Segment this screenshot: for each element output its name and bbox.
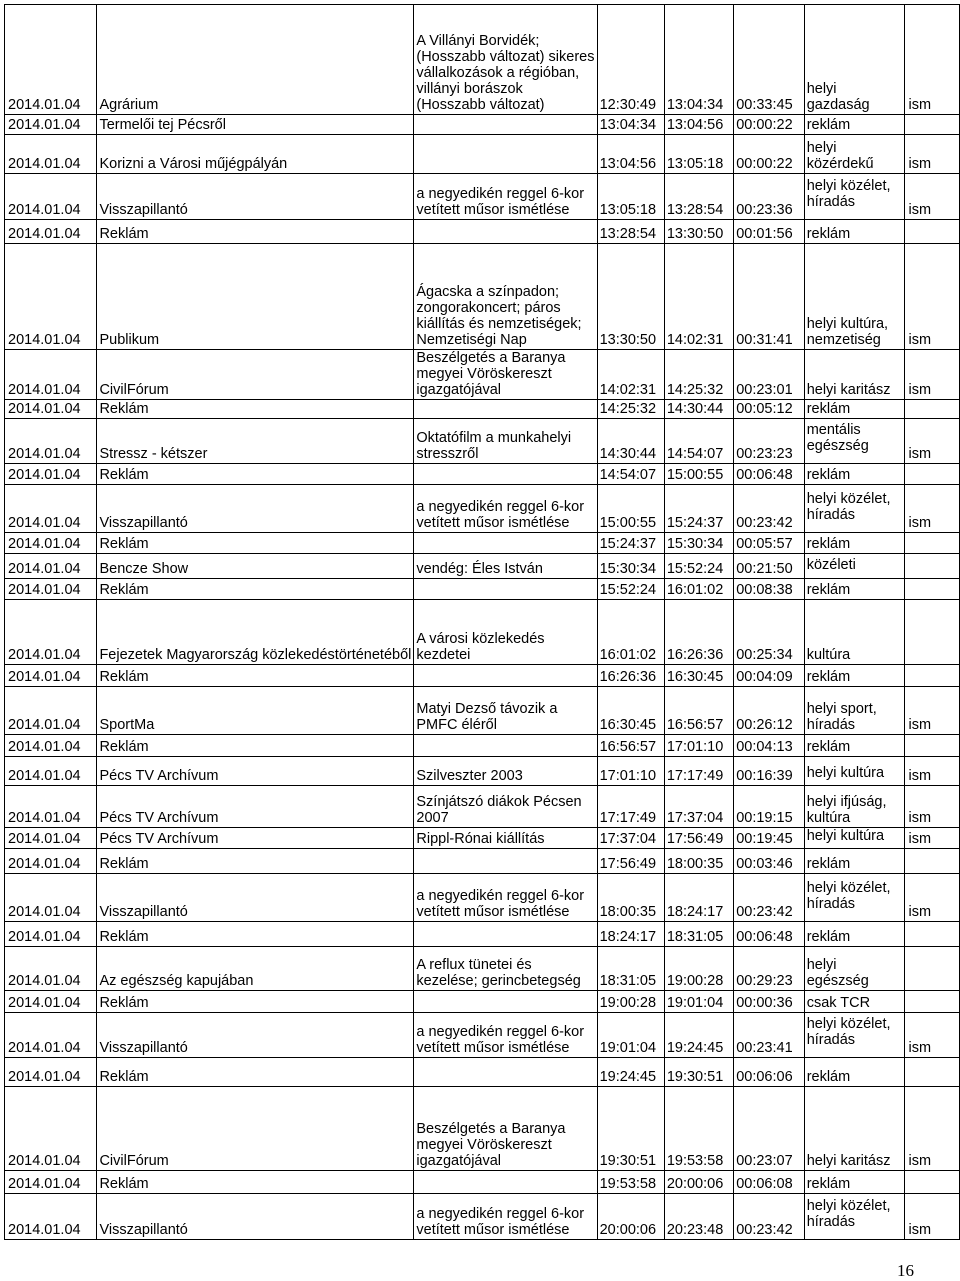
genre-cell: helyi kultúra <box>804 757 904 786</box>
repeat-cell: ism <box>904 874 960 922</box>
description-cell: Szilveszter 2003 <box>414 757 597 786</box>
end-time-cell: 20:00:06 <box>664 1171 733 1194</box>
start-time-cell: 15:00:55 <box>597 485 664 533</box>
start-time-cell: 13:04:56 <box>597 135 664 174</box>
table-row <box>5 922 960 947</box>
programme-cell: Reklám <box>97 464 414 485</box>
programme-cell: Visszapillantó <box>97 874 414 922</box>
repeat-cell: ism <box>904 1013 960 1058</box>
date-cell: 2014.01.04 <box>5 874 97 922</box>
repeat-cell <box>904 849 960 874</box>
genre-cell: helyi gazdaság <box>804 5 904 115</box>
description-cell <box>414 1058 597 1087</box>
date-cell: 2014.01.04 <box>5 135 97 174</box>
end-time-cell: 13:04:34 <box>664 5 733 115</box>
end-time-cell: 13:28:54 <box>664 174 733 220</box>
repeat-cell: ism <box>904 350 960 400</box>
date-cell: 2014.01.04 <box>5 485 97 533</box>
duration-cell: 00:05:57 <box>734 533 804 554</box>
genre-cell: reklám <box>804 849 904 874</box>
start-time-cell: 16:01:02 <box>597 600 664 665</box>
programme-cell: Agrárium <box>97 5 414 115</box>
repeat-cell: ism <box>904 135 960 174</box>
start-time-cell: 18:24:17 <box>597 922 664 947</box>
programme-cell: Reklám <box>97 991 414 1013</box>
programme-cell: Stressz - kétszer <box>97 419 414 464</box>
start-time-cell: 19:00:28 <box>597 991 664 1013</box>
table-row <box>5 5 960 115</box>
programme-cell: Visszapillantó <box>97 1013 414 1058</box>
date-cell: 2014.01.04 <box>5 220 97 244</box>
programme-cell: Reklám <box>97 735 414 757</box>
duration-cell: 00:06:48 <box>734 464 804 485</box>
date-cell: 2014.01.04 <box>5 1194 97 1240</box>
description-cell: a negyedikén reggel 6-kor vetített műsor ismétlése <box>414 1194 597 1240</box>
genre-cell: helyi közélet, híradás <box>804 174 904 220</box>
end-time-cell: 20:23:48 <box>664 1194 733 1240</box>
date-cell: 2014.01.04 <box>5 115 97 135</box>
repeat-cell <box>904 947 960 991</box>
table-row <box>5 1058 960 1087</box>
description-cell: A városi közlekedés kezdetei <box>414 600 597 665</box>
table-row <box>5 464 960 485</box>
date-cell: 2014.01.04 <box>5 533 97 554</box>
end-time-cell: 17:17:49 <box>664 757 733 786</box>
end-time-cell: 19:30:51 <box>664 1058 733 1087</box>
genre-cell: reklám <box>804 1171 904 1194</box>
table-row <box>5 554 960 579</box>
start-time-cell: 17:37:04 <box>597 828 664 849</box>
end-time-cell: 19:01:04 <box>664 991 733 1013</box>
description-cell: Beszélgetés a Baranya megyei Vöröskereszt igazgatójával <box>414 1087 597 1171</box>
date-cell: 2014.01.04 <box>5 350 97 400</box>
repeat-cell: ism <box>904 5 960 115</box>
programme-cell: Reklám <box>97 1171 414 1194</box>
genre-cell: csak TCR <box>804 991 904 1013</box>
date-cell: 2014.01.04 <box>5 665 97 687</box>
programme-cell: Reklám <box>97 533 414 554</box>
table-row <box>5 579 960 600</box>
start-time-cell: 15:24:37 <box>597 533 664 554</box>
description-cell: Oktatófilm a munkahelyi stresszről <box>414 419 597 464</box>
programme-cell: Publikum <box>97 244 414 350</box>
programme-cell: Visszapillantó <box>97 174 414 220</box>
end-time-cell: 16:30:45 <box>664 665 733 687</box>
description-cell: a negyedikén reggel 6-kor vetített műsor ismétlése <box>414 1013 597 1058</box>
start-time-cell: 19:01:04 <box>597 1013 664 1058</box>
duration-cell: 00:06:08 <box>734 1171 804 1194</box>
programme-cell: Reklám <box>97 922 414 947</box>
description-cell: A reflux tünetei és kezelése; gerincbetegség <box>414 947 597 991</box>
programme-cell: Visszapillantó <box>97 485 414 533</box>
page-number: 16 <box>897 1261 914 1280</box>
table-row <box>5 947 960 991</box>
repeat-cell <box>904 600 960 665</box>
date-cell: 2014.01.04 <box>5 1058 97 1087</box>
table-row <box>5 687 960 735</box>
date-cell: 2014.01.04 <box>5 687 97 735</box>
start-time-cell: 14:54:07 <box>597 464 664 485</box>
programme-cell: CivilFórum <box>97 1087 414 1171</box>
table-row <box>5 400 960 419</box>
repeat-cell: ism <box>904 786 960 828</box>
description-cell <box>414 220 597 244</box>
table-row <box>5 350 960 400</box>
description-cell <box>414 1171 597 1194</box>
end-time-cell: 15:30:34 <box>664 533 733 554</box>
start-time-cell: 12:30:49 <box>597 5 664 115</box>
date-cell: 2014.01.04 <box>5 849 97 874</box>
programme-cell: Az egészség kapujában <box>97 947 414 991</box>
date-cell: 2014.01.04 <box>5 244 97 350</box>
end-time-cell: 14:02:31 <box>664 244 733 350</box>
repeat-cell <box>904 1058 960 1087</box>
table-row <box>5 600 960 665</box>
end-time-cell: 14:54:07 <box>664 419 733 464</box>
end-time-cell: 19:24:45 <box>664 1013 733 1058</box>
programme-cell: Pécs TV Archívum <box>97 757 414 786</box>
duration-cell: 00:08:38 <box>734 579 804 600</box>
description-cell <box>414 665 597 687</box>
genre-cell: reklám <box>804 922 904 947</box>
programme-cell: Reklám <box>97 849 414 874</box>
description-cell: Matyi Dezső távozik a PMFC éléről <box>414 687 597 735</box>
programme-cell: Bencze Show <box>97 554 414 579</box>
description-cell: A Villányi Borvidék; (Hosszabb változat) sikeres vállalkozások a régióban, villányi borászok (Hosszabb változat) <box>414 5 597 115</box>
repeat-cell <box>904 991 960 1013</box>
description-cell <box>414 464 597 485</box>
programme-cell: Reklám <box>97 220 414 244</box>
start-time-cell: 13:05:18 <box>597 174 664 220</box>
repeat-cell: ism <box>904 244 960 350</box>
start-time-cell: 14:02:31 <box>597 350 664 400</box>
genre-cell: helyi közélet, híradás <box>804 874 904 922</box>
start-time-cell: 15:30:34 <box>597 554 664 579</box>
start-time-cell: 17:56:49 <box>597 849 664 874</box>
table-row <box>5 244 960 350</box>
programme-cell: Reklám <box>97 1058 414 1087</box>
table-row <box>5 533 960 554</box>
date-cell: 2014.01.04 <box>5 828 97 849</box>
table-row <box>5 135 960 174</box>
description-cell <box>414 849 597 874</box>
duration-cell: 00:19:15 <box>734 786 804 828</box>
table-row <box>5 174 960 220</box>
date-cell: 2014.01.04 <box>5 1087 97 1171</box>
description-cell: a negyedikén reggel 6-kor vetített műsor ismétlése <box>414 174 597 220</box>
programme-cell: Pécs TV Archívum <box>97 786 414 828</box>
end-time-cell: 16:56:57 <box>664 687 733 735</box>
programme-cell: CivilFórum <box>97 350 414 400</box>
start-time-cell: 13:04:34 <box>597 115 664 135</box>
repeat-cell <box>904 579 960 600</box>
table-row <box>5 1171 960 1194</box>
start-time-cell: 14:25:32 <box>597 400 664 419</box>
start-time-cell: 15:52:24 <box>597 579 664 600</box>
repeat-cell <box>904 665 960 687</box>
repeat-cell: ism <box>904 687 960 735</box>
duration-cell: 00:25:34 <box>734 600 804 665</box>
genre-cell: helyi kultúra, nemzetiség <box>804 244 904 350</box>
duration-cell: 00:23:07 <box>734 1087 804 1171</box>
table-row <box>5 991 960 1013</box>
genre-cell: reklám <box>804 400 904 419</box>
end-time-cell: 13:04:56 <box>664 115 733 135</box>
duration-cell: 00:03:46 <box>734 849 804 874</box>
table-row <box>5 874 960 922</box>
duration-cell: 00:23:41 <box>734 1013 804 1058</box>
duration-cell: 00:29:23 <box>734 947 804 991</box>
table-row <box>5 757 960 786</box>
end-time-cell: 19:53:58 <box>664 1087 733 1171</box>
start-time-cell: 13:28:54 <box>597 220 664 244</box>
date-cell: 2014.01.04 <box>5 5 97 115</box>
genre-cell: reklám <box>804 579 904 600</box>
end-time-cell: 15:52:24 <box>664 554 733 579</box>
duration-cell: 00:23:42 <box>734 874 804 922</box>
duration-cell: 00:33:45 <box>734 5 804 115</box>
duration-cell: 00:21:50 <box>734 554 804 579</box>
repeat-cell <box>904 554 960 579</box>
end-time-cell: 15:24:37 <box>664 485 733 533</box>
genre-cell: reklám <box>804 464 904 485</box>
end-time-cell: 16:26:36 <box>664 600 733 665</box>
start-time-cell: 19:24:45 <box>597 1058 664 1087</box>
duration-cell: 00:04:13 <box>734 735 804 757</box>
description-cell: Színjátszó diákok Pécsen 2007 <box>414 786 597 828</box>
duration-cell: 00:23:23 <box>734 419 804 464</box>
repeat-cell <box>904 533 960 554</box>
genre-cell: helyi sport, híradás <box>804 687 904 735</box>
end-time-cell: 15:00:55 <box>664 464 733 485</box>
start-time-cell: 16:26:36 <box>597 665 664 687</box>
table-row <box>5 1013 960 1058</box>
date-cell: 2014.01.04 <box>5 600 97 665</box>
table-row <box>5 665 960 687</box>
description-cell: Ágacska a színpadon; zongorakoncert; páros kiállítás és nemzetiségek; Nemzetiségi Nap <box>414 244 597 350</box>
description-cell: Rippl-Rónai kiállítás <box>414 828 597 849</box>
end-time-cell: 17:56:49 <box>664 828 733 849</box>
start-time-cell: 16:56:57 <box>597 735 664 757</box>
start-time-cell: 17:01:10 <box>597 757 664 786</box>
date-cell: 2014.01.04 <box>5 419 97 464</box>
start-time-cell: 13:30:50 <box>597 244 664 350</box>
duration-cell: 00:23:42 <box>734 485 804 533</box>
duration-cell: 00:00:22 <box>734 135 804 174</box>
description-cell <box>414 135 597 174</box>
end-time-cell: 14:25:32 <box>664 350 733 400</box>
genre-cell: helyi közérdekű <box>804 135 904 174</box>
repeat-cell <box>904 1171 960 1194</box>
programme-cell: Visszapillantó <box>97 1194 414 1240</box>
duration-cell: 00:23:36 <box>734 174 804 220</box>
start-time-cell: 19:30:51 <box>597 1087 664 1171</box>
genre-cell: helyi ifjúság, kultúra <box>804 786 904 828</box>
description-cell: a negyedikén reggel 6-kor vetített műsor ismétlése <box>414 874 597 922</box>
date-cell: 2014.01.04 <box>5 174 97 220</box>
start-time-cell: 19:53:58 <box>597 1171 664 1194</box>
genre-cell: kultúra <box>804 600 904 665</box>
table-row <box>5 485 960 533</box>
programme-cell: SportMa <box>97 687 414 735</box>
genre-cell: közéleti <box>804 554 904 579</box>
start-time-cell: 16:30:45 <box>597 687 664 735</box>
repeat-cell <box>904 400 960 419</box>
start-time-cell: 18:00:35 <box>597 874 664 922</box>
genre-cell: reklám <box>804 115 904 135</box>
repeat-cell: ism <box>904 174 960 220</box>
start-time-cell: 14:30:44 <box>597 419 664 464</box>
end-time-cell: 16:01:02 <box>664 579 733 600</box>
duration-cell: 00:23:42 <box>734 1194 804 1240</box>
date-cell: 2014.01.04 <box>5 1013 97 1058</box>
description-cell <box>414 922 597 947</box>
repeat-cell <box>904 922 960 947</box>
genre-cell: helyi közélet, híradás <box>804 485 904 533</box>
start-time-cell: 18:31:05 <box>597 947 664 991</box>
end-time-cell: 17:01:10 <box>664 735 733 757</box>
end-time-cell: 18:31:05 <box>664 922 733 947</box>
end-time-cell: 14:30:44 <box>664 400 733 419</box>
programme-cell: Reklám <box>97 579 414 600</box>
duration-cell: 00:06:48 <box>734 922 804 947</box>
end-time-cell: 13:05:18 <box>664 135 733 174</box>
genre-cell: reklám <box>804 220 904 244</box>
description-cell <box>414 115 597 135</box>
duration-cell: 00:31:41 <box>734 244 804 350</box>
duration-cell: 00:04:09 <box>734 665 804 687</box>
programme-cell: Reklám <box>97 665 414 687</box>
genre-cell: helyi kultúra <box>804 828 904 849</box>
table-row <box>5 1194 960 1240</box>
table-row <box>5 828 960 849</box>
duration-cell: 00:00:36 <box>734 991 804 1013</box>
date-cell: 2014.01.04 <box>5 579 97 600</box>
start-time-cell: 17:17:49 <box>597 786 664 828</box>
date-cell: 2014.01.04 <box>5 922 97 947</box>
genre-cell: helyi közélet, híradás <box>804 1194 904 1240</box>
duration-cell: 00:23:01 <box>734 350 804 400</box>
programme-cell: Fejezetek Magyarország közlekedéstörténetéből <box>97 600 414 665</box>
table-row <box>5 220 960 244</box>
table-row <box>5 786 960 828</box>
date-cell: 2014.01.04 <box>5 554 97 579</box>
date-cell: 2014.01.04 <box>5 947 97 991</box>
genre-cell: reklám <box>804 1058 904 1087</box>
repeat-cell: ism <box>904 485 960 533</box>
repeat-cell <box>904 115 960 135</box>
duration-cell: 00:06:06 <box>734 1058 804 1087</box>
repeat-cell: ism <box>904 828 960 849</box>
table-row <box>5 115 960 135</box>
date-cell: 2014.01.04 <box>5 1171 97 1194</box>
description-cell <box>414 579 597 600</box>
date-cell: 2014.01.04 <box>5 757 97 786</box>
repeat-cell: ism <box>904 757 960 786</box>
programme-cell: Reklám <box>97 400 414 419</box>
end-time-cell: 17:37:04 <box>664 786 733 828</box>
duration-cell: 00:01:56 <box>734 220 804 244</box>
date-cell: 2014.01.04 <box>5 735 97 757</box>
table-row <box>5 849 960 874</box>
end-time-cell: 18:00:35 <box>664 849 733 874</box>
start-time-cell: 20:00:06 <box>597 1194 664 1240</box>
duration-cell: 00:05:12 <box>734 400 804 419</box>
description-cell <box>414 991 597 1013</box>
repeat-cell: ism <box>904 1194 960 1240</box>
duration-cell: 00:19:45 <box>734 828 804 849</box>
table-row <box>5 419 960 464</box>
genre-cell: helyi egészség <box>804 947 904 991</box>
end-time-cell: 18:24:17 <box>664 874 733 922</box>
description-cell <box>414 533 597 554</box>
repeat-cell <box>904 220 960 244</box>
table-row <box>5 1087 960 1171</box>
description-cell: vendég: Éles István <box>414 554 597 579</box>
duration-cell: 00:00:22 <box>734 115 804 135</box>
end-time-cell: 19:00:28 <box>664 947 733 991</box>
repeat-cell <box>904 464 960 485</box>
programme-cell: Termelői tej Pécsről <box>97 115 414 135</box>
repeat-cell <box>904 735 960 757</box>
programme-cell: Pécs TV Archívum <box>97 828 414 849</box>
duration-cell: 00:26:12 <box>734 687 804 735</box>
table-row <box>5 735 960 757</box>
genre-cell: helyi karitász <box>804 350 904 400</box>
description-cell: a negyedikén reggel 6-kor vetített műsor ismétlése <box>414 485 597 533</box>
description-cell <box>414 735 597 757</box>
genre-cell: reklám <box>804 735 904 757</box>
date-cell: 2014.01.04 <box>5 991 97 1013</box>
description-cell: Beszélgetés a Baranya megyei Vöröskereszt igazgatójával <box>414 350 597 400</box>
date-cell: 2014.01.04 <box>5 464 97 485</box>
end-time-cell: 13:30:50 <box>664 220 733 244</box>
genre-cell: helyi karitász <box>804 1087 904 1171</box>
date-cell: 2014.01.04 <box>5 786 97 828</box>
genre-cell: reklám <box>804 533 904 554</box>
programme-cell: Korizni a Városi műjégpályán <box>97 135 414 174</box>
genre-cell: mentális egészség <box>804 419 904 464</box>
duration-cell: 00:16:39 <box>734 757 804 786</box>
repeat-cell: ism <box>904 419 960 464</box>
genre-cell: helyi közélet, híradás <box>804 1013 904 1058</box>
description-cell <box>414 400 597 419</box>
genre-cell: reklám <box>804 665 904 687</box>
date-cell: 2014.01.04 <box>5 400 97 419</box>
schedule-table <box>4 4 960 1240</box>
repeat-cell: ism <box>904 1087 960 1171</box>
